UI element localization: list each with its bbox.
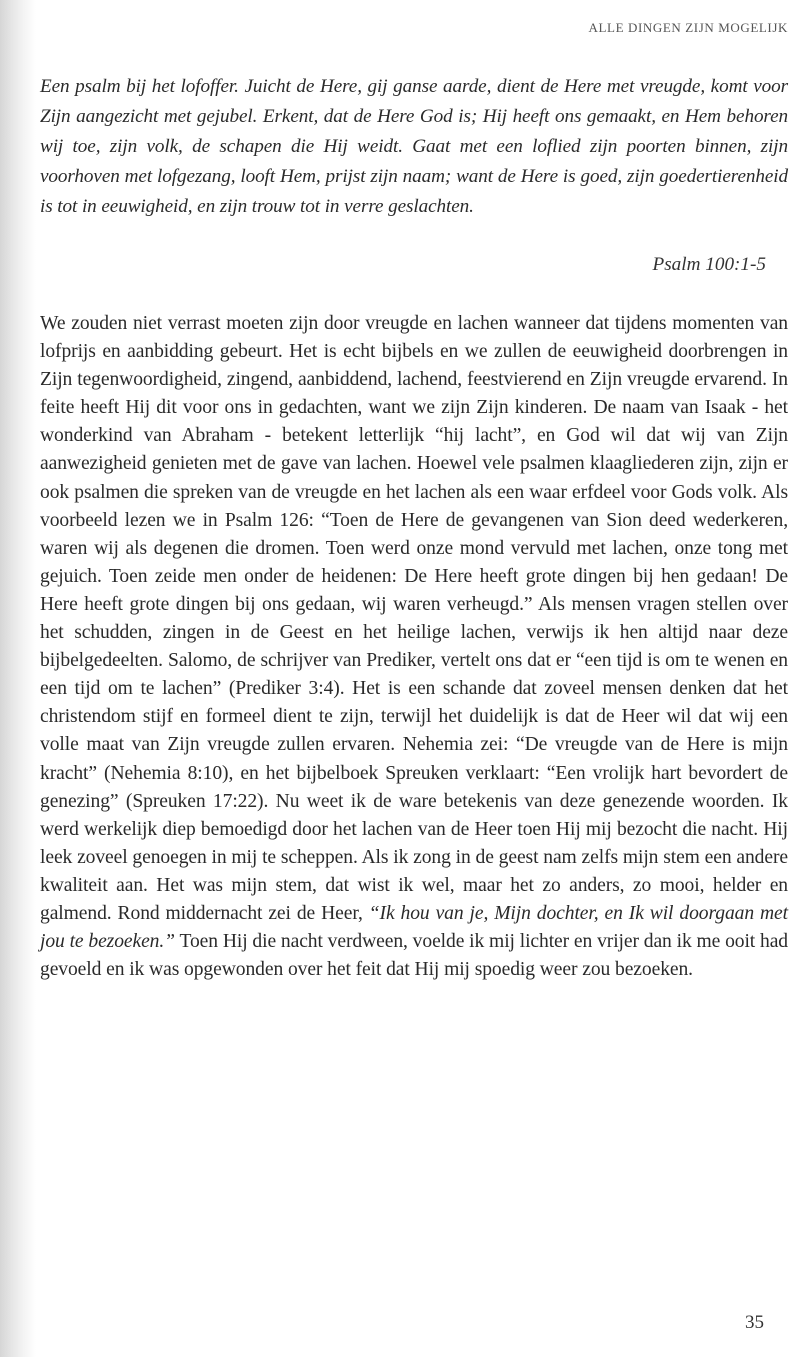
body-text-part1: We zouden niet verrast moeten zijn door vreugde en lachen wanneer dat tijdens momenten van lofprijs en aanbidding gebeurt. Het is echt bijbels en we zullen de eeuwigheid doorbrengen in Zijn tegenwoordigheid, zingend, aanbiddend, lachend, feestvierend en Zijn vreugde ervarend. In feite heeft Hij dit voor ons in gedachten, want we zijn Zijn kinderen. De naam van Isaak - het wonderkind van Abraham - betekent letterlijk “hij lacht”, en God wil dat wij van Zijn aanwezigheid genieten met de gave van lachen. Hoewel vele psalmen klaagliederen zijn, zijn er ook psalmen die spreken van de vreugde en het lachen als een waar erfdeel voor Gods volk. Als voorbeeld lezen we in Psalm 126: “Toen de Here de gevangenen van Sion deed wederkeren, waren wij als degenen die dromen. Toen werd onze mond vervuld met lachen, onze tong met gejuich. Toen zeide men onder de heidenen: De Here heeft grote dingen bij hen gedaan! De Here heeft grote dingen bij ons gedaan, wij waren verheugd.” Als mensen vragen stellen over het schudden, zingen in de Geest en het heilige lachen, verwijs ik hen altijd naar deze bijbelgedeelten. Salomo, de schrijver van Prediker, vertelt ons dat er “een tijd is om te wenen en een tijd om te lachen” (Prediker 3:4). Het is een schande dat zoveel mensen denken dat het christendom stijf en formeel dient te zijn, terwijl het duidelijk is dat de Heer wil dat wij een volle maat van Zijn vreugde zullen ervaren. Nehemia zei: “De vreugde van de Here is mijn kracht” (Nehemia 8:10), en het bijbelboek Spreuken verklaart: “Een vrolijk hart bevordert de genezing” (Spreuken 17:22). Nu weet ik de ware betekenis van deze genezende woorden. Ik werd werkelijk diep bemoedigd door het lachen van de Heer toen Hij mij bezocht die nacht. Hij leek zoveel genoegen in mij te scheppen. Als ik zong in de geest nam zelfs mijn stem een andere kwaliteit aan. Het was mijn stem, dat wist ik wel, maar het zo anders, zo mooi, helder en galmend. Rond middernacht zei de Heer, <box>40 313 788 924</box>
epigraph-text: Een psalm bij het lofoffer. Juicht de Here, gij ganse aarde, dient de Here met vreugde, komt voor Zijn aangezicht met gejubel. Erkent, dat de Here God is; Hij heeft ons gemaakt, en Hem behoren wij toe, zijn volk, de schapen die Hij weidt. Gaat met een loflied zijn poorten binnen, zijn voorhoven met lofgezang, looft Hem, prijst zijn naam; want de Here is goed, zijn goedertierenheid is tot in eeuwigheid, en zijn trouw tot in verre geslachten. <box>40 76 788 217</box>
running-head: ALLE DINGEN ZIJN MOGELIJK <box>588 20 788 35</box>
body-paragraph <box>40 310 788 984</box>
body-text-part2: Toen Hij die nacht verdween, voelde ik mij lichter en vrijer dan ik me ooit had gevoeld en ik was opgewonden over het feit dat Hij mij spoedig weer zou bezoeken. <box>40 931 788 981</box>
body-paragraph-text <box>40 310 788 984</box>
epigraph-reference: Psalm 100:1-5 <box>652 254 766 275</box>
page-number: 35 <box>745 1312 764 1333</box>
body-quote-italic: “Ik hou van je, Mijn dochter, en Ik wil doorgaan met jou te bezoeken.” <box>40 902 788 953</box>
epigraph <box>40 72 788 222</box>
page-gutter-shadow <box>0 0 36 1357</box>
